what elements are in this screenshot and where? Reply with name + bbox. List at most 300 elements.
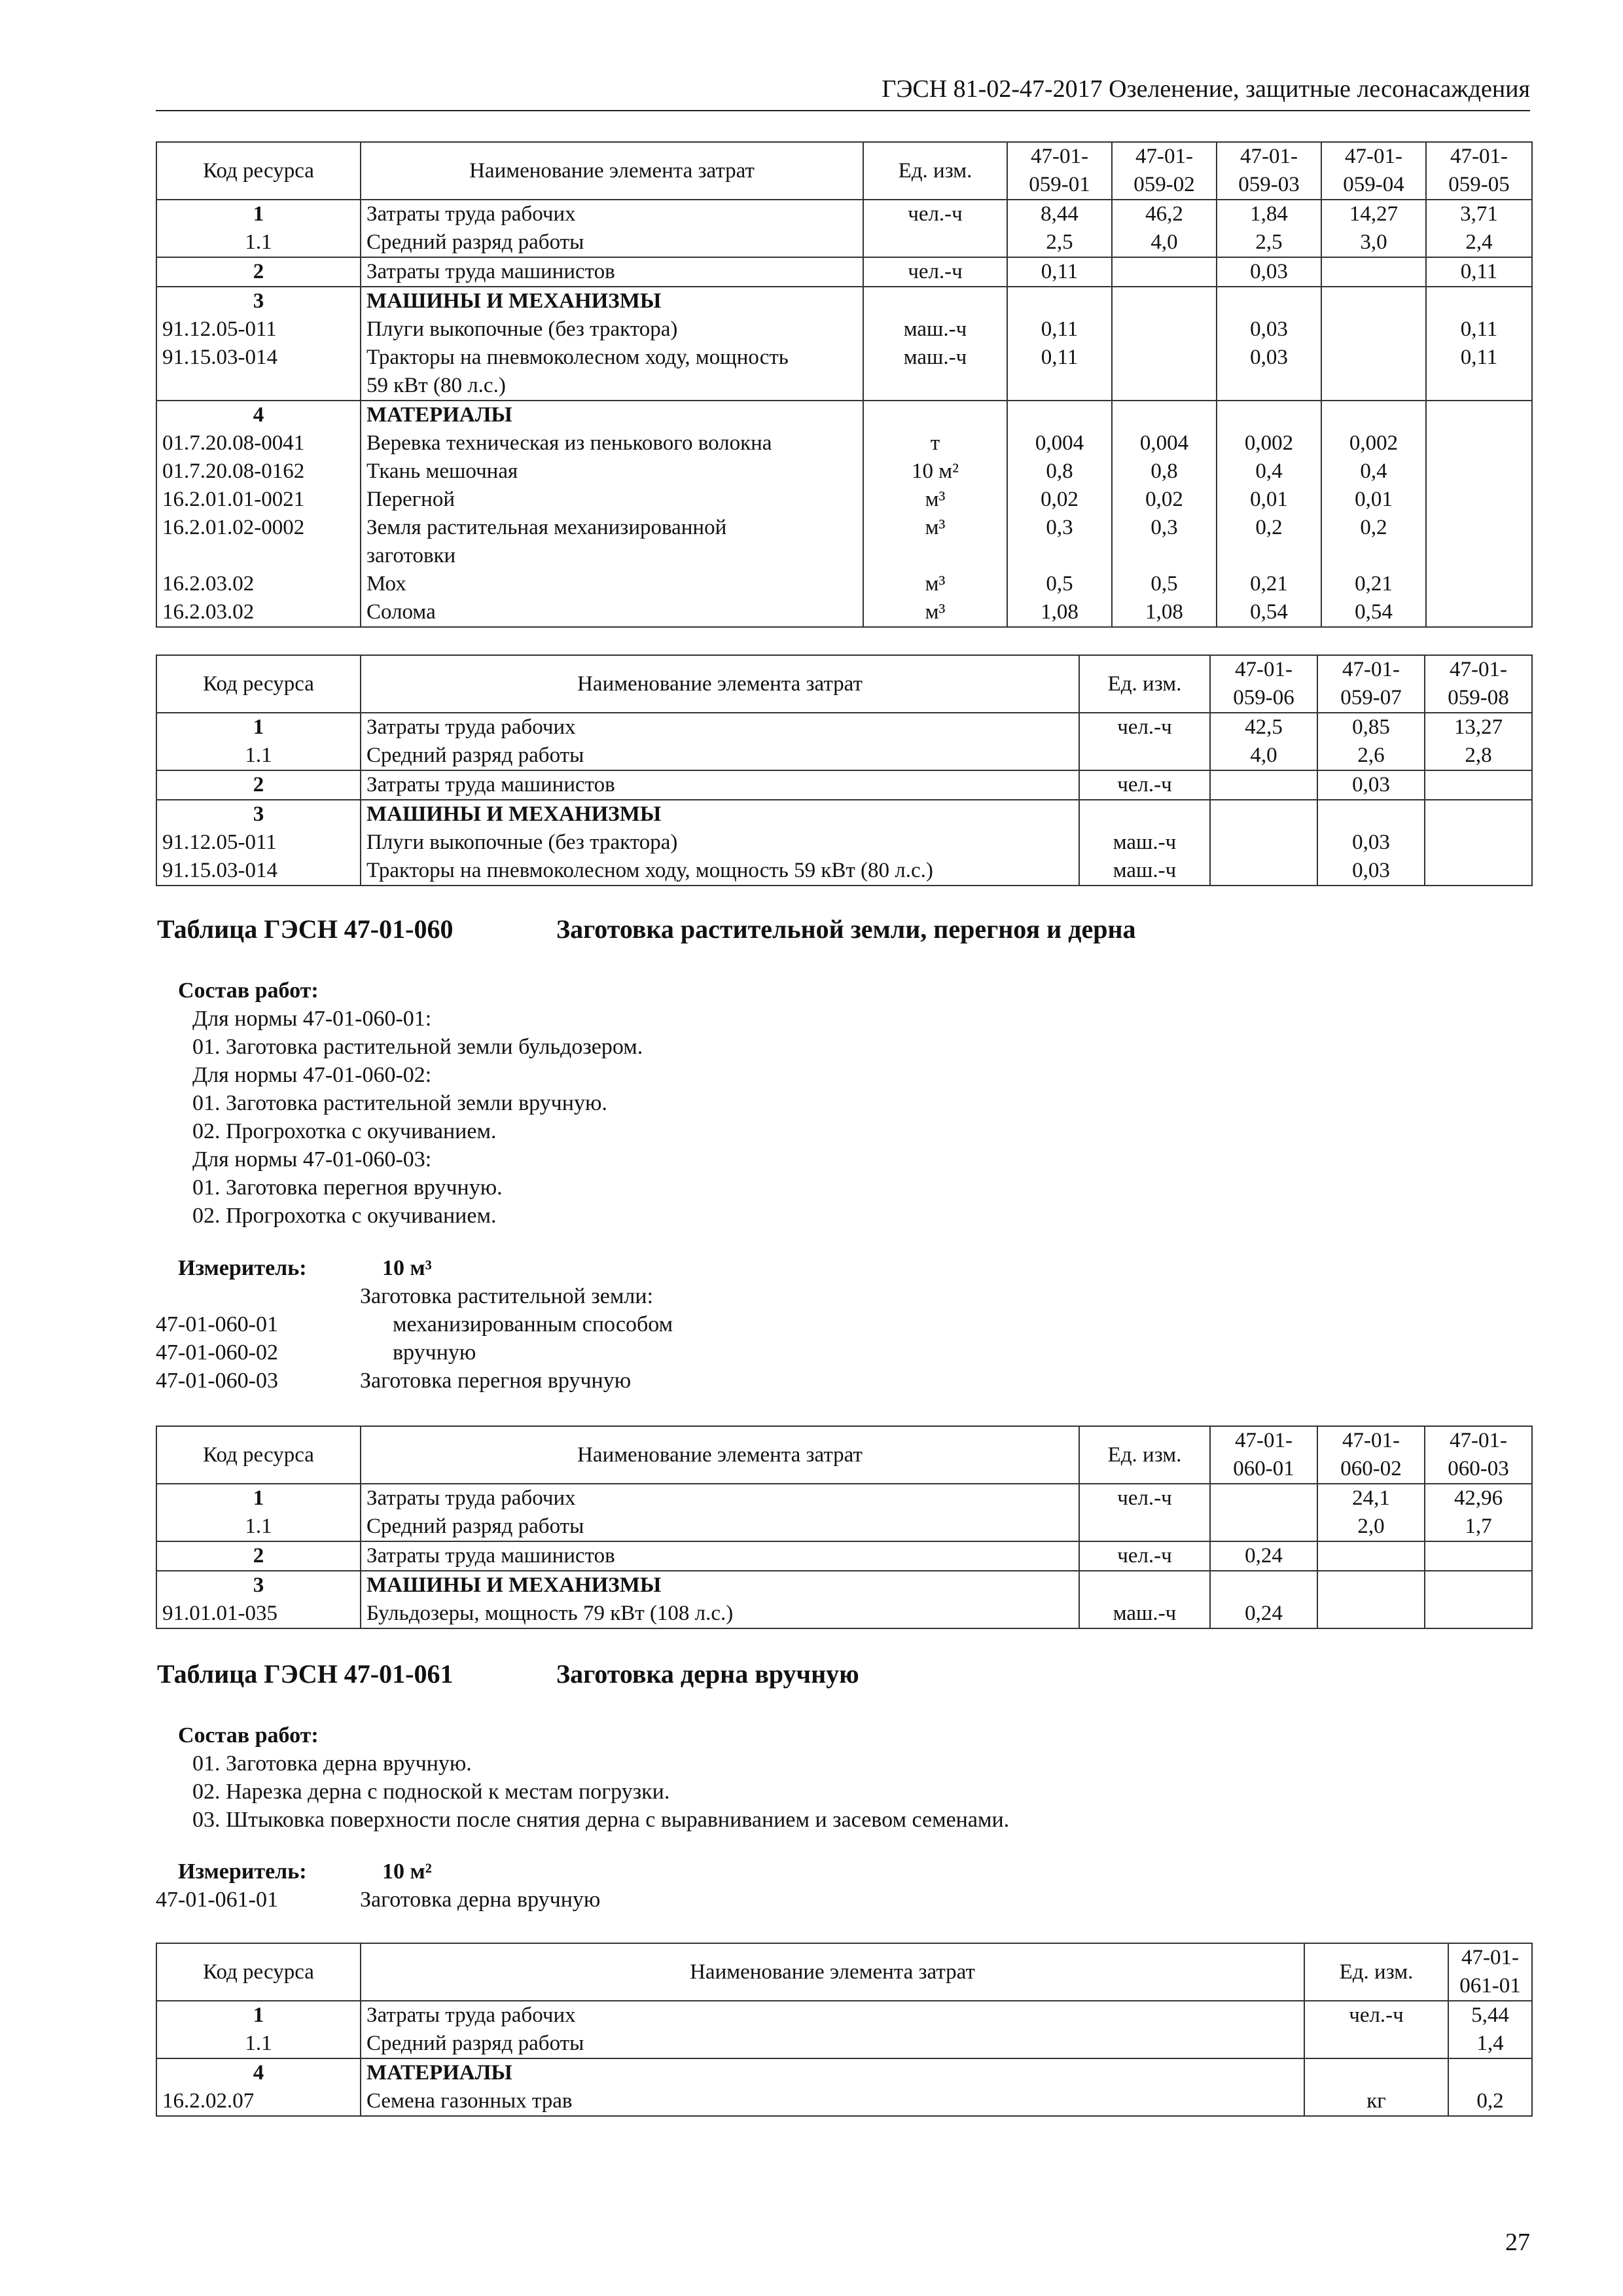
cost-element-name: Тракторы на пневмоколесном ходу, мощность <box>361 344 863 372</box>
norm-value <box>1426 372 1532 401</box>
norm-value: 0,004 <box>1112 429 1217 457</box>
resource-code: 4 <box>156 401 361 429</box>
cost-element-name: 59 кВт (80 л.с.) <box>361 372 863 401</box>
norm-entry <box>156 1886 941 1914</box>
norm-value <box>1112 315 1217 344</box>
unit: чел.-ч <box>1304 2001 1448 2030</box>
resource-table-060 <box>156 1426 1533 1629</box>
resource-code <box>156 372 361 401</box>
column-header: Код ресурса <box>156 1943 361 2001</box>
resource-table-061 <box>156 1943 1533 2117</box>
resource-code: 91.12.05-011 <box>156 829 361 857</box>
norm-value <box>1112 401 1217 429</box>
norm-value <box>1007 287 1112 315</box>
table-row <box>156 800 1532 829</box>
norm-value <box>1426 429 1532 457</box>
cost-element-name: Земля растительная механизированной <box>361 514 863 542</box>
norm-value: 0,21 <box>1217 570 1321 598</box>
norm-code: 47-01-060-02 <box>156 1340 278 1365</box>
table-row <box>156 486 1532 514</box>
work-heading: Состав работ: <box>178 1723 319 1748</box>
table-header-row <box>156 1943 1532 2001</box>
table-row <box>156 2087 1532 2116</box>
cost-element-name: Затраты труда машинистов <box>361 257 863 287</box>
norm-value: 0,02 <box>1112 486 1217 514</box>
resource-code: 3 <box>156 287 361 315</box>
resource-code <box>156 542 361 570</box>
table-row <box>156 1571 1532 1600</box>
cost-element-name: Средний разряд работы <box>361 1513 1079 1541</box>
norm-value: 0,01 <box>1321 486 1426 514</box>
table-row <box>156 2001 1532 2030</box>
norm-value <box>1426 287 1532 315</box>
norm-code: 47-01-060-03 <box>156 1369 278 1393</box>
unit <box>1079 1513 1210 1541</box>
table-code: Таблица ГЭСН 47-01-060 <box>157 914 454 944</box>
norm-value: 0,54 <box>1217 598 1321 627</box>
resource-code: 1.1 <box>156 228 361 257</box>
column-header: Наименование элемента затрат <box>361 655 1079 713</box>
resource-code: 1 <box>156 200 361 228</box>
resource-code: 2 <box>156 1541 361 1571</box>
norm-value <box>1317 800 1425 829</box>
cost-element-name: Ткань мешочная <box>361 457 863 486</box>
norm-value: 8,44 <box>1007 200 1112 228</box>
norm-value: 0,24 <box>1210 1600 1317 1628</box>
unit <box>1079 742 1210 770</box>
norm-value: 0,4 <box>1321 457 1426 486</box>
column-header: 47-01- 059-07 <box>1317 655 1425 713</box>
unit <box>1304 2058 1448 2087</box>
unit <box>1304 2030 1448 2058</box>
unit: м³ <box>863 486 1007 514</box>
table-row <box>156 1484 1532 1513</box>
norm-value: 46,2 <box>1112 200 1217 228</box>
norm-value <box>1321 315 1426 344</box>
column-header: Ед. изм. <box>1304 1943 1448 2001</box>
norm-value <box>1007 542 1112 570</box>
norm-code: 47-01-061-01 <box>156 1888 278 1912</box>
norm-value <box>1210 800 1317 829</box>
column-header: Код ресурса <box>156 1426 361 1484</box>
norm-value <box>1425 857 1532 886</box>
norm-entry <box>156 1367 941 1395</box>
cost-element-name: МАТЕРИАЛЫ <box>361 2058 1304 2087</box>
table-row <box>156 514 1532 542</box>
resource-code: 01.7.20.08-0162 <box>156 457 361 486</box>
work-heading: Состав работ: <box>178 978 319 1003</box>
norm-value <box>1426 514 1532 542</box>
table-header-row <box>156 142 1532 200</box>
norm-entry <box>156 1310 941 1338</box>
table-row <box>156 315 1532 344</box>
column-header: 47-01- 061-01 <box>1448 1943 1532 2001</box>
norm-value: 0,11 <box>1007 257 1112 287</box>
norm-code: 47-01-060-01 <box>156 1312 278 1336</box>
column-header: Наименование элемента затрат <box>361 142 863 200</box>
norm-value: 0,54 <box>1321 598 1426 627</box>
norm-value: 14,27 <box>1321 200 1426 228</box>
table-row <box>156 228 1532 257</box>
cost-element-name: Солома <box>361 598 863 627</box>
cost-element-name: МАШИНЫ И МЕХАНИЗМЫ <box>361 287 863 315</box>
unit: маш.-ч <box>1079 829 1210 857</box>
table-row <box>156 429 1532 457</box>
table-row <box>156 742 1532 770</box>
norm-value <box>1112 542 1217 570</box>
norm-value: 0,2 <box>1448 2087 1532 2116</box>
norm-value: 0,11 <box>1426 257 1532 287</box>
norm-value: 1,4 <box>1448 2030 1532 2058</box>
norm-value: 0,03 <box>1317 857 1425 886</box>
unit <box>863 542 1007 570</box>
table-name: Заготовка растительной земли, перегноя и дерна <box>556 914 1136 944</box>
page-number: 27 <box>1505 2229 1530 2256</box>
section-title-061 <box>157 1659 859 1689</box>
resource-code: 2 <box>156 257 361 287</box>
resource-code: 1.1 <box>156 1513 361 1541</box>
table-row <box>156 542 1532 570</box>
resource-code: 16.2.01.01-0021 <box>156 486 361 514</box>
unit: 10 м² <box>863 457 1007 486</box>
norm-value <box>1112 372 1217 401</box>
resource-code: 16.2.01.02-0002 <box>156 514 361 542</box>
column-header: Ед. изм. <box>1079 1426 1210 1484</box>
column-header: 47-01- 060-03 <box>1425 1426 1532 1484</box>
norm-value <box>1321 344 1426 372</box>
table-row <box>156 857 1532 886</box>
norm-value <box>1210 770 1317 800</box>
unit: маш.-ч <box>1079 857 1210 886</box>
work-step: 01. Заготовка растительной земли бульдозером. <box>192 1035 643 1059</box>
column-header: Ед. изм. <box>1079 655 1210 713</box>
norm-value: 0,02 <box>1007 486 1112 514</box>
norm-value: 0,03 <box>1317 829 1425 857</box>
work-step: Для нормы 47-01-060-02: <box>192 1063 432 1087</box>
resource-code: 4 <box>156 2058 361 2087</box>
column-header: 47-01- 059-02 <box>1112 142 1217 200</box>
unit: т <box>863 429 1007 457</box>
resource-code: 3 <box>156 800 361 829</box>
table-row <box>156 200 1532 228</box>
unit <box>1079 800 1210 829</box>
cost-element-name: Плуги выкопочные (без трактора) <box>361 315 863 344</box>
norm-value: 0,85 <box>1317 713 1425 742</box>
unit <box>1079 1571 1210 1600</box>
resource-code: 2 <box>156 770 361 800</box>
norm-value <box>1317 1571 1425 1600</box>
work-step: 02. Нарезка дерна с подноской к местам погрузки. <box>192 1780 670 1804</box>
norm-value <box>1007 372 1112 401</box>
meter-label: Измеритель: <box>178 1256 307 1280</box>
meter-label: Измеритель: <box>178 1859 307 1884</box>
cost-element-name: Затраты труда машинистов <box>361 770 1079 800</box>
norm-value: 0,24 <box>1210 1541 1317 1571</box>
cost-element-name: Плуги выкопочные (без трактора) <box>361 829 1079 857</box>
norm-value: 2,8 <box>1425 742 1532 770</box>
cost-element-name: Средний разряд работы <box>361 742 1079 770</box>
cost-element-name: МАТЕРИАЛЫ <box>361 401 863 429</box>
work-step: 02. Прогрохотка с окучиванием. <box>192 1204 497 1228</box>
table-row <box>156 713 1532 742</box>
table-row <box>156 257 1532 287</box>
unit <box>863 401 1007 429</box>
cost-element-name: МАШИНЫ И МЕХАНИЗМЫ <box>361 800 1079 829</box>
norm-text: механизированным способом <box>393 1312 673 1336</box>
norm-value <box>1112 287 1217 315</box>
meter-block-060 <box>156 1254 941 1395</box>
norm-value: 3,71 <box>1426 200 1532 228</box>
norm-value: 0,11 <box>1007 344 1112 372</box>
resource-code: 91.15.03-014 <box>156 344 361 372</box>
column-header: 47-01- 060-02 <box>1317 1426 1425 1484</box>
norm-value <box>1425 1571 1532 1600</box>
resource-code: 16.2.02.07 <box>156 2087 361 2116</box>
table-row <box>156 570 1532 598</box>
resource-code: 16.2.03.02 <box>156 570 361 598</box>
table-name: Заготовка дерна вручную <box>556 1659 859 1689</box>
norm-value: 2,0 <box>1317 1513 1425 1541</box>
cost-element-name: Мох <box>361 570 863 598</box>
norm-value: 1,7 <box>1425 1513 1532 1541</box>
norm-value: 0,03 <box>1317 770 1425 800</box>
unit: м³ <box>863 570 1007 598</box>
meter-block-061 <box>156 1857 941 1914</box>
norm-value <box>1321 287 1426 315</box>
work-step: 02. Прогрохотка с окучиванием. <box>192 1119 497 1143</box>
resource-code: 16.2.03.02 <box>156 598 361 627</box>
norm-text: вручную <box>393 1340 476 1365</box>
cost-element-name: Затраты труда рабочих <box>361 2001 1304 2030</box>
norm-value <box>1426 598 1532 627</box>
norm-value <box>1425 1600 1532 1628</box>
norm-value <box>1210 1513 1317 1541</box>
table-row <box>156 598 1532 627</box>
running-header: ГЭСН 81-02-47-2017 Озеленение, защитные лесонасаждения <box>156 72 1530 111</box>
cost-element-name: Веревка техническая из пенькового волокна <box>361 429 863 457</box>
norm-value <box>1426 570 1532 598</box>
norm-value: 0,11 <box>1007 315 1112 344</box>
work-step: 03. Штыковка поверхности после снятия дерна с выравниванием и засевом семенами. <box>192 1808 1010 1832</box>
norm-value <box>1425 770 1532 800</box>
work-step: 01. Заготовка растительной земли вручную. <box>192 1091 607 1115</box>
unit: м³ <box>863 514 1007 542</box>
table-row <box>156 829 1532 857</box>
unit: маш.-ч <box>863 344 1007 372</box>
work-step: 01. Заготовка перегноя вручную. <box>192 1175 503 1200</box>
norm-value <box>1317 1600 1425 1628</box>
norm-value <box>1210 1484 1317 1513</box>
unit: маш.-ч <box>863 315 1007 344</box>
work-step: Для нормы 47-01-060-01: <box>192 1007 432 1031</box>
cost-element-name: Затраты труда рабочих <box>361 713 1079 742</box>
norm-value: 0,21 <box>1321 570 1426 598</box>
norm-value <box>1425 829 1532 857</box>
norm-value: 0,8 <box>1007 457 1112 486</box>
table-row <box>156 457 1532 486</box>
unit: маш.-ч <box>1079 1600 1210 1628</box>
meter-value: 10 м² <box>382 1859 432 1884</box>
norm-value <box>1426 401 1532 429</box>
unit: м³ <box>863 598 1007 627</box>
norm-value: 0,002 <box>1217 429 1321 457</box>
norm-value <box>1217 401 1321 429</box>
table-header-row <box>156 655 1532 713</box>
column-header: 47-01- 059-03 <box>1217 142 1321 200</box>
norm-value: 0,2 <box>1321 514 1426 542</box>
norm-value <box>1210 829 1317 857</box>
norm-value: 42,5 <box>1210 713 1317 742</box>
unit <box>863 372 1007 401</box>
table-row <box>156 372 1532 401</box>
norm-value: 0,11 <box>1426 344 1532 372</box>
norm-value: 1,08 <box>1112 598 1217 627</box>
norm-value: 0,03 <box>1217 257 1321 287</box>
resource-code: 1.1 <box>156 742 361 770</box>
table-row <box>156 770 1532 800</box>
unit <box>863 228 1007 257</box>
resource-code: 91.01.01-035 <box>156 1600 361 1628</box>
norm-value: 42,96 <box>1425 1484 1532 1513</box>
norm-value: 0,8 <box>1112 457 1217 486</box>
norm-value <box>1426 457 1532 486</box>
table-row <box>156 2030 1532 2058</box>
norm-value: 24,1 <box>1317 1484 1425 1513</box>
norm-value <box>1217 372 1321 401</box>
norm-value <box>1425 1541 1532 1571</box>
norm-value <box>1425 800 1532 829</box>
norm-value <box>1321 401 1426 429</box>
norm-value: 4,0 <box>1210 742 1317 770</box>
table-row <box>156 1513 1532 1541</box>
norm-value <box>1217 287 1321 315</box>
norm-value: 0,03 <box>1217 344 1321 372</box>
norm-value <box>1210 1571 1317 1600</box>
column-header: Ед. изм. <box>863 142 1007 200</box>
unit: кг <box>1304 2087 1448 2116</box>
column-header: 47-01- 059-08 <box>1425 655 1532 713</box>
resource-code: 91.12.05-011 <box>156 315 361 344</box>
norm-value <box>1426 542 1532 570</box>
norm-value <box>1112 257 1217 287</box>
table-row <box>156 401 1532 429</box>
section-title-060 <box>157 914 1136 944</box>
norm-value <box>1321 257 1426 287</box>
unit: чел.-ч <box>1079 713 1210 742</box>
norm-value: 3,0 <box>1321 228 1426 257</box>
cost-element-name: заготовки <box>361 542 863 570</box>
unit: чел.-ч <box>1079 1541 1210 1571</box>
norm-value: 1,08 <box>1007 598 1112 627</box>
column-header: 47-01- 059-01 <box>1007 142 1112 200</box>
norm-value <box>1321 372 1426 401</box>
work-step: Для нормы 47-01-060-03: <box>192 1147 432 1172</box>
cost-element-name: МАШИНЫ И МЕХАНИЗМЫ <box>361 1571 1079 1600</box>
column-header: 47-01- 059-06 <box>1210 655 1317 713</box>
norm-value: 0,03 <box>1217 315 1321 344</box>
meter-value: 10 м³ <box>382 1256 432 1280</box>
norm-value: 2,6 <box>1317 742 1425 770</box>
cost-element-name: Средний разряд работы <box>361 2030 1304 2058</box>
column-header: Наименование элемента затрат <box>361 1426 1079 1484</box>
resource-table-059-a <box>156 141 1533 628</box>
norm-value: 2,4 <box>1426 228 1532 257</box>
norm-entry <box>156 1338 941 1367</box>
norm-value: 0,5 <box>1007 570 1112 598</box>
work-composition-061 <box>178 1721 1009 1834</box>
cost-element-name: Затраты труда рабочих <box>361 200 863 228</box>
cost-element-name: Затраты труда рабочих <box>361 1484 1079 1513</box>
norm-value <box>1007 401 1112 429</box>
resource-code: 3 <box>156 1571 361 1600</box>
norm-value: 0,004 <box>1007 429 1112 457</box>
norm-value: 0,002 <box>1321 429 1426 457</box>
cost-element-name: Перегной <box>361 486 863 514</box>
column-header: 47-01- 060-01 <box>1210 1426 1317 1484</box>
resource-code: 1 <box>156 2001 361 2030</box>
column-header: Наименование элемента затрат <box>361 1943 1304 2001</box>
table-code: Таблица ГЭСН 47-01-061 <box>157 1659 454 1689</box>
unit: чел.-ч <box>863 257 1007 287</box>
table-row <box>156 2058 1532 2087</box>
table-row <box>156 1600 1532 1628</box>
norm-value <box>1112 344 1217 372</box>
work-composition-060 <box>178 977 643 1230</box>
norm-value: 13,27 <box>1425 713 1532 742</box>
norm-value: 5,44 <box>1448 2001 1532 2030</box>
norm-value <box>1448 2058 1532 2087</box>
resource-code: 1.1 <box>156 2030 361 2058</box>
column-header: Код ресурса <box>156 142 361 200</box>
norm-value <box>1317 1541 1425 1571</box>
cost-element-name: Бульдозеры, мощность 79 кВт (108 л.с.) <box>361 1600 1079 1628</box>
norm-value: 2,5 <box>1217 228 1321 257</box>
norm-value <box>1426 486 1532 514</box>
norm-text: Заготовка перегноя вручную <box>360 1369 632 1393</box>
norm-value: 0,2 <box>1217 514 1321 542</box>
column-header: 47-01- 059-05 <box>1426 142 1532 200</box>
norm-text: Заготовка дерна вручную <box>360 1888 601 1912</box>
work-step: 01. Заготовка дерна вручную. <box>192 1751 472 1776</box>
cost-element-name: Средний разряд работы <box>361 228 863 257</box>
cost-element-name: Семена газонных трав <box>361 2087 1304 2116</box>
table-row <box>156 344 1532 372</box>
norm-value: 4,0 <box>1112 228 1217 257</box>
unit <box>863 287 1007 315</box>
unit: чел.-ч <box>863 200 1007 228</box>
resource-table-059-b <box>156 655 1533 886</box>
norm-value: 0,5 <box>1112 570 1217 598</box>
norm-value: 0,11 <box>1426 315 1532 344</box>
unit: чел.-ч <box>1079 1484 1210 1513</box>
norm-value: 0,4 <box>1217 457 1321 486</box>
norm-value: 0,3 <box>1007 514 1112 542</box>
norm-value: 0,01 <box>1217 486 1321 514</box>
cost-element-name: Затраты труда машинистов <box>361 1541 1079 1571</box>
cost-element-name: Тракторы на пневмоколесном ходу, мощность 59 кВт (80 л.с.) <box>361 857 1079 886</box>
column-header: 47-01- 059-04 <box>1321 142 1426 200</box>
norm-value <box>1321 542 1426 570</box>
resource-code: 1 <box>156 1484 361 1513</box>
resource-code: 91.15.03-014 <box>156 857 361 886</box>
meter-subtitle: Заготовка растительной земли: <box>360 1284 654 1308</box>
table-row <box>156 1541 1532 1571</box>
table-header-row <box>156 1426 1532 1484</box>
resource-code: 1 <box>156 713 361 742</box>
norm-value: 2,5 <box>1007 228 1112 257</box>
resource-code: 01.7.20.08-0041 <box>156 429 361 457</box>
column-header: Код ресурса <box>156 655 361 713</box>
